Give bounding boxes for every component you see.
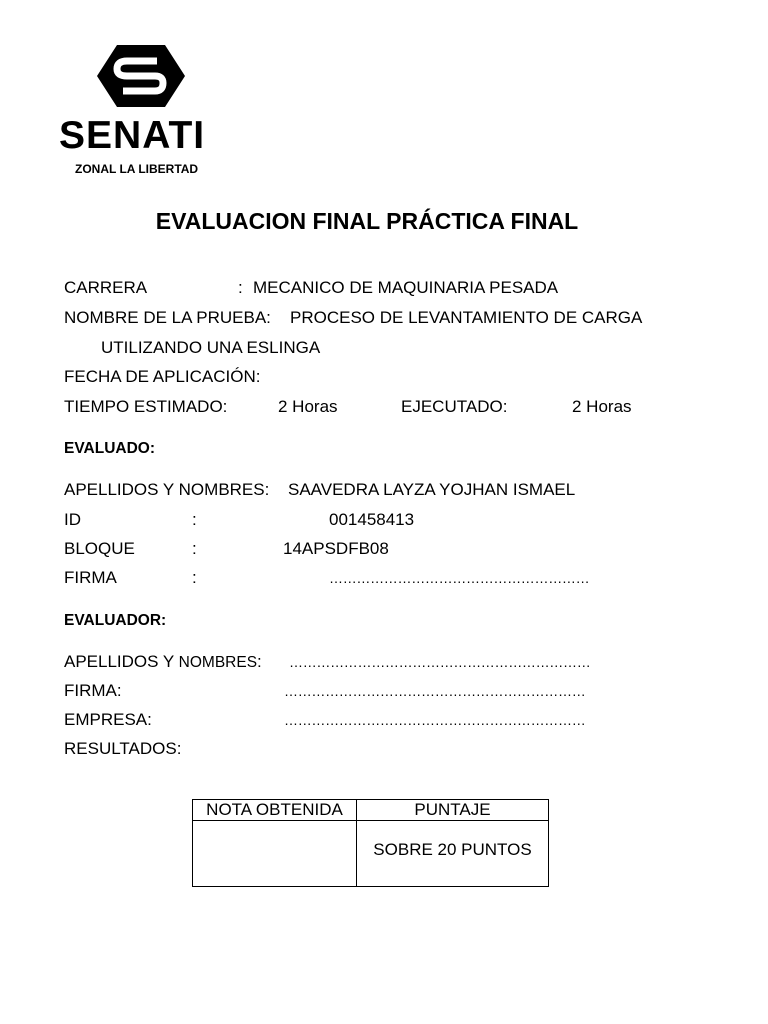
carrera-value: MECANICO DE MAQUINARIA PESADA bbox=[253, 278, 559, 297]
tiempo-value: 2 Horas bbox=[278, 397, 338, 416]
senati-s-icon bbox=[97, 45, 185, 107]
evaluado-heading: EVALUADO: bbox=[64, 440, 155, 457]
evaluador-firma-line: ………………………………………………………… bbox=[284, 683, 586, 699]
empresa-label: EMPRESA: bbox=[64, 710, 152, 729]
resultados-label: RESULTADOS: bbox=[64, 739, 182, 758]
evaluador-nombres-label bbox=[64, 651, 262, 674]
page-title: EVALUACION FINAL PRÁCTICA FINAL bbox=[155, 208, 579, 234]
puntaje-value: SOBRE 20 PUNTOS bbox=[373, 840, 532, 859]
evaluado-nombres-label: APELLIDOS Y NOMBRES: bbox=[64, 480, 270, 499]
tiempo-label: TIEMPO ESTIMADO: bbox=[64, 397, 228, 416]
empresa-line: ………………………………………………………… bbox=[284, 712, 586, 728]
logo-wordmark: SENATI bbox=[59, 114, 206, 157]
evaluador-nombres-line: ………………………………………………………… bbox=[289, 654, 591, 670]
bloque-sep: : bbox=[192, 539, 197, 558]
prueba-label: NOMBRE DE LA PRUEBA: bbox=[64, 308, 271, 327]
ejecutado-label: EJECUTADO: bbox=[401, 397, 508, 416]
evaluado-firma-sep: : bbox=[192, 568, 197, 587]
nota-obtenida-cell bbox=[193, 821, 357, 887]
table-header-row bbox=[193, 800, 549, 821]
header-puntaje: PUNTAJE bbox=[357, 800, 549, 821]
evaluador-firma-label: FIRMA: bbox=[64, 681, 122, 700]
header-nota-obtenida: NOTA OBTENIDA bbox=[193, 800, 357, 821]
prueba-value-cont: UTILIZANDO UNA ESLINGA bbox=[101, 338, 321, 357]
evaluador-heading: EVALUADOR: bbox=[64, 612, 167, 629]
evaluado-firma-line: ………………………………………………… bbox=[329, 570, 590, 586]
fecha-label: FECHA DE APLICACIÓN: bbox=[64, 367, 261, 386]
id-label: ID bbox=[64, 510, 81, 529]
id-value: 001458413 bbox=[329, 510, 415, 529]
id-sep: : bbox=[192, 510, 197, 529]
carrera-label: CARRERA bbox=[64, 278, 148, 297]
ejecutado-value: 2 Horas bbox=[572, 397, 632, 416]
evaluador-nombres-label-b: NOMBRES bbox=[178, 654, 258, 671]
evaluador-nombres-label-a: APELLIDOS Y bbox=[64, 652, 174, 671]
evaluador-nombres-sep: : bbox=[257, 652, 262, 671]
table-row bbox=[193, 821, 549, 887]
bloque-value: 14APSDFB08 bbox=[283, 539, 389, 558]
prueba-value: PROCESO DE LEVANTAMIENTO DE CARGA bbox=[290, 308, 643, 327]
evaluado-nombres-value: SAAVEDRA LAYZA YOJHAN ISMAEL bbox=[288, 480, 576, 499]
logo-subtitle: ZONAL LA LIBERTAD bbox=[75, 162, 199, 176]
puntaje-cell bbox=[357, 821, 549, 887]
results-table bbox=[192, 799, 549, 887]
carrera-sep: : bbox=[238, 278, 243, 297]
bloque-label: BLOQUE bbox=[64, 539, 135, 558]
evaluado-firma-label: FIRMA bbox=[64, 568, 117, 587]
